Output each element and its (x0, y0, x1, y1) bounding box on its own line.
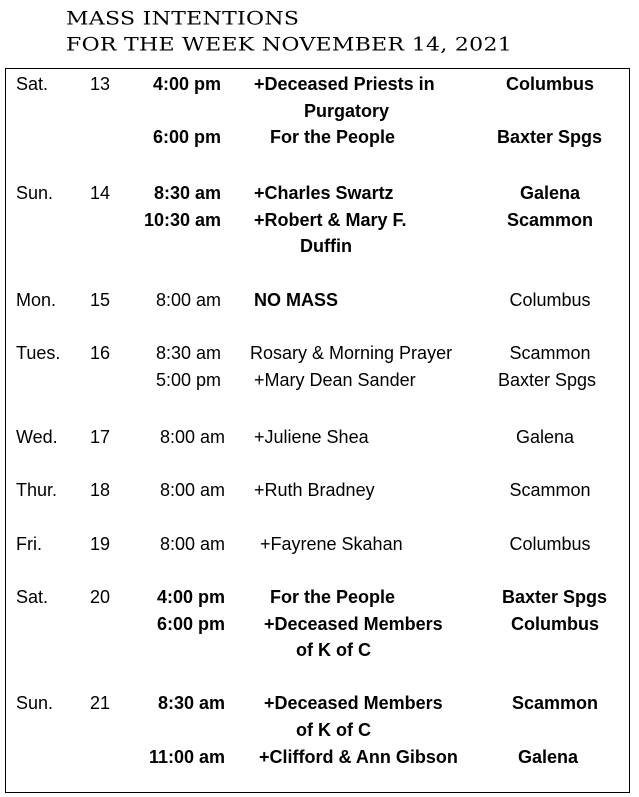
location-cell: Galena (515, 427, 575, 447)
location-cell: Baxter Spgs (502, 587, 608, 607)
time-cell: 8:00 am (155, 290, 221, 310)
schedule-row (0, 71, 639, 98)
time-cell: 8:30 am (155, 343, 221, 363)
day-cell: Sun. (16, 693, 54, 713)
date-cell: 17 (90, 427, 111, 447)
schedule-row (0, 207, 639, 234)
location-cell: Scammon (506, 210, 594, 230)
schedule-row (0, 233, 639, 260)
day-cell: Sun. (16, 183, 54, 203)
schedule-row (0, 424, 639, 451)
time-cell: 4:00 pm (152, 74, 221, 94)
schedule-row (0, 98, 639, 125)
intention-cell: For the People (270, 587, 396, 607)
intention-cell: +Deceased Members (264, 693, 443, 713)
time-cell: 5:00 pm (155, 370, 221, 390)
time-cell: 8:00 am (159, 480, 225, 500)
location-cell: Scammon (509, 343, 591, 363)
date-cell: 21 (90, 693, 111, 713)
day-cell: Mon. (16, 290, 57, 310)
schedule-row (0, 611, 639, 638)
schedule-row (0, 584, 639, 611)
intention-cell: +Ruth Bradney (254, 480, 375, 500)
intention-cell: of K of C (296, 720, 371, 740)
day-cell: Wed. (16, 427, 58, 447)
intention-cell: NO MASS (254, 290, 339, 310)
time-cell: 8:30 am (157, 693, 225, 713)
schedule-row (0, 717, 639, 744)
intention-cell: For the People (270, 127, 396, 147)
day-cell: Sat. (16, 587, 49, 607)
date-cell: 15 (90, 290, 111, 310)
intention-cell: of K of C (296, 640, 371, 660)
intention-cell: +Deceased Members (264, 614, 443, 634)
location-cell: Galena (519, 183, 581, 203)
time-cell: 8:00 am (159, 427, 225, 447)
location-cell: Scammon (509, 480, 591, 500)
intention-cell: +Mary Dean Sander (254, 370, 416, 390)
intention-cell: Rosary & Morning Prayer (250, 343, 453, 363)
time-cell: 8:00 am (159, 534, 225, 554)
schedule-row (0, 340, 639, 367)
day-cell: Tues. (16, 343, 61, 363)
schedule-row (0, 690, 639, 717)
date-cell: 16 (90, 343, 111, 363)
page-subtitle: FOR THE WEEK NOVEMBER 14, 2021 (66, 34, 513, 56)
location-cell: Galena (517, 747, 579, 767)
time-cell: 10:30 am (143, 210, 221, 230)
date-cell: 18 (90, 480, 111, 500)
time-cell: 11:00 am (148, 747, 225, 767)
location-cell: Columbus (509, 290, 591, 310)
intention-cell: +Robert & Mary F. (254, 210, 407, 230)
schedule-row (0, 287, 639, 314)
schedule-row (0, 637, 639, 664)
day-cell: Sat. (16, 74, 49, 94)
intention-cell: +Charles Swartz (254, 183, 394, 203)
date-cell: 13 (90, 74, 111, 94)
intention-cell: +Clifford & Ann Gibson (259, 747, 458, 767)
day-cell: Fri. (16, 534, 42, 554)
location-cell: Columbus (511, 614, 599, 634)
location-cell: Columbus (506, 74, 594, 94)
location-cell: Baxter Spgs (497, 370, 597, 390)
intention-cell: Purgatory (304, 101, 390, 121)
day-cell: Thur. (16, 480, 58, 500)
schedule-row (0, 180, 639, 207)
location-cell: Scammon (511, 693, 599, 713)
intention-cell: Duffin (300, 236, 352, 256)
schedule-row (0, 531, 639, 558)
time-cell: 6:00 pm (152, 127, 221, 147)
time-cell: 6:00 pm (156, 614, 225, 634)
schedule-row (0, 367, 639, 394)
schedule-row (0, 124, 639, 151)
time-cell: 4:00 pm (156, 587, 225, 607)
date-cell: 20 (90, 587, 111, 607)
intention-cell: +Fayrene Skahan (260, 534, 403, 554)
schedule-row (0, 744, 639, 771)
schedule-row (0, 477, 639, 504)
page-title: MASS INTENTIONS (66, 8, 300, 30)
location-cell: Baxter Spgs (497, 127, 603, 147)
intention-cell: +Deceased Priests in (254, 74, 435, 94)
date-cell: 14 (90, 183, 111, 203)
location-cell: Columbus (509, 534, 591, 554)
time-cell: 8:30 am (153, 183, 221, 203)
date-cell: 19 (90, 534, 111, 554)
intention-cell: +Juliene Shea (254, 427, 369, 447)
